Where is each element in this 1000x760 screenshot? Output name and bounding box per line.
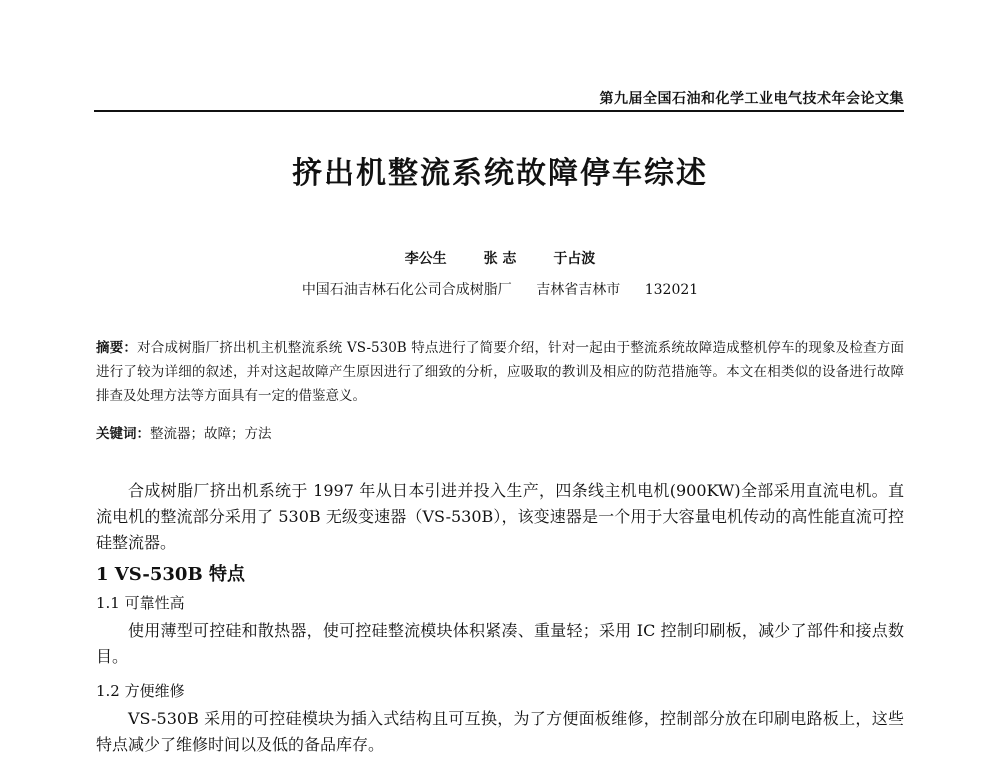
subsection-heading: 1.1 可靠性高 (96, 594, 185, 612)
abstract (96, 336, 904, 408)
affiliation-org: 中国石油吉林石化公司合成树脂厂 (301, 282, 512, 298)
subsection-heading: 1.2 方便维修 (96, 682, 185, 700)
author-name: 李公生 (404, 251, 447, 267)
affiliation-postcode: 132021 (644, 282, 699, 298)
author-name: 张 志 (483, 251, 517, 267)
header-rule (94, 110, 904, 112)
keywords-label: 关键词： (96, 426, 150, 442)
running-header: 第九届全国石油和化学工业电气技术年会论文集 (599, 91, 904, 107)
author-name: 于占波 (553, 251, 596, 267)
subsection-paragraph: VS-530B 采用的可控硅模块为插入式结构且可互换，为了方便面板维修，控制部分放在印刷电路板上，这些特点减少了维修时间以及低的备品库存。 (96, 709, 904, 754)
intro-paragraph: 合成树脂厂挤出机系统于 1997 年从日本引进并投入生产，四条线主机电机(900KW)全部采用直流电机。直流电机的整流部分采用了 530B 无级变速器（VS-530B），该变速器是一个用于大容量电机传动的高性能直流可控硅整流器。 (96, 481, 904, 552)
paper-title: 挤出机整流系统故障停车综述 (292, 156, 708, 191)
affiliation-location: 吉林省吉林市 (536, 282, 621, 298)
subsection-paragraph: 使用薄型可控硅和散热器，使可控硅整流模块体积紧凑、重量轻；采用 IC 控制印刷板，减少了部件和接点数目。 (96, 621, 904, 666)
affiliation (0, 279, 1000, 299)
abstract-text: 对合成树脂厂挤出机主机整流系统 VS-530B 特点进行了简要介绍，针对一起由于整流系统故障造成整机停车的现象及检查方面进行了较为详细的叙述，并对这起故障产生原因进行了细致的分析，应吸取的教训及相应的防范措施等。本文在相类似的设备进行故障排查及处理方法等方面具有一定的借鉴意义。 (96, 340, 905, 404)
keywords (96, 422, 904, 446)
keywords-text: 整流器；故障；方法 (150, 426, 272, 442)
section-heading: 1 VS-530B 特点 (96, 564, 245, 585)
author-list (0, 248, 1000, 268)
abstract-label: 摘要： (96, 340, 138, 356)
